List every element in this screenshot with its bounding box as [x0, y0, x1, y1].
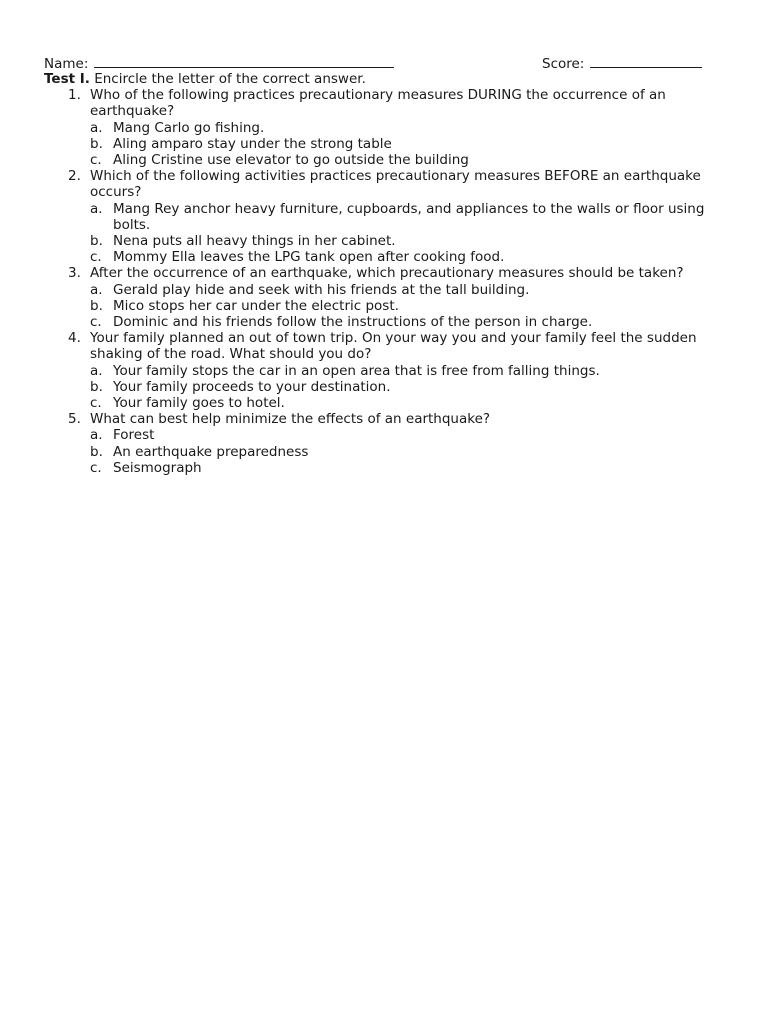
option-c[interactable] [90, 314, 724, 330]
question-number: 3. [68, 265, 81, 282]
option-letter[interactable]: c. [90, 314, 102, 331]
name-blank-line[interactable] [94, 54, 394, 68]
option-letter[interactable]: b. [90, 443, 103, 460]
question-number: 1. [68, 87, 81, 104]
option-text: Mang Carlo go fishing. [113, 119, 265, 136]
option-letter[interactable]: c. [90, 395, 102, 412]
question-text: Who of the following practices precautionary measures DURING the occurrence of an earthquake? [90, 87, 666, 120]
option-letter[interactable]: b. [90, 378, 103, 395]
option-letter[interactable]: a. [90, 119, 103, 136]
option-text: Nena puts all heavy things in her cabinet. [113, 233, 396, 250]
option-list [90, 201, 724, 266]
option-letter[interactable]: b. [90, 297, 103, 314]
option-list [90, 363, 724, 412]
score-label: Score: [542, 56, 585, 72]
option-text: Aling Cristine use elevator to go outside the building [113, 152, 469, 169]
option-b[interactable] [90, 298, 724, 314]
option-text: Dominic and his friends follow the instructions of the person in charge. [113, 314, 593, 331]
test-instruction: Encircle the letter of the correct answer. [94, 71, 366, 87]
option-c[interactable] [90, 249, 724, 265]
option-letter[interactable]: a. [90, 200, 103, 217]
option-c[interactable] [90, 152, 724, 168]
question-text: Your family planned an out of town trip. On your way you and your family feel the sudden shaking of the road. What should you do? [90, 330, 697, 363]
option-b[interactable] [90, 379, 724, 395]
score-blank-line[interactable] [590, 54, 702, 68]
option-text: Seismograph [113, 459, 202, 476]
option-letter[interactable]: c. [90, 459, 102, 476]
question-list [44, 87, 724, 476]
option-b[interactable] [90, 136, 724, 152]
question-number: 4. [68, 330, 81, 347]
option-letter[interactable]: a. [90, 281, 103, 298]
option-c[interactable] [90, 460, 724, 476]
question-3 [44, 265, 724, 330]
option-a[interactable] [90, 427, 724, 443]
option-letter[interactable]: c. [90, 249, 102, 266]
option-a[interactable] [90, 120, 724, 136]
option-letter[interactable]: a. [90, 427, 103, 444]
question-4 [44, 330, 724, 411]
question-text: After the occurrence of an earthquake, which precautionary measures should be taken? [90, 265, 684, 282]
option-list [90, 427, 724, 476]
option-letter[interactable]: b. [90, 233, 103, 250]
question-number: 5. [68, 411, 81, 428]
question-5 [44, 411, 724, 476]
option-text: Your family proceeds to your destination. [113, 378, 391, 395]
header [44, 54, 710, 72]
option-text: Mico stops her car under the electric post. [113, 297, 399, 314]
option-text: Your family stops the car in an open area that is free from falling things. [113, 362, 600, 379]
option-text: Gerald play hide and seek with his friends at the tall building. [113, 281, 530, 298]
option-a[interactable] [90, 282, 724, 298]
option-list [90, 282, 724, 331]
option-letter[interactable]: b. [90, 135, 103, 152]
option-text: An earthquake preparedness [113, 443, 309, 460]
option-list [90, 120, 724, 169]
option-letter[interactable]: c. [90, 152, 102, 169]
option-text: Aling amparo stay under the strong table [113, 135, 392, 152]
option-text: Mommy Ella leaves the LPG tank open after cooking food. [113, 249, 505, 266]
question-2 [44, 168, 724, 265]
question-text: What can best help minimize the effects of an earthquake? [90, 411, 491, 428]
question-1 [44, 87, 724, 168]
option-text: Your family goes to hotel. [113, 395, 285, 412]
option-c[interactable] [90, 395, 724, 411]
option-a[interactable] [90, 363, 724, 379]
test-heading [44, 71, 724, 87]
option-b[interactable] [90, 233, 724, 249]
option-b[interactable] [90, 444, 724, 460]
option-a[interactable] [90, 201, 724, 233]
test-label: Test I. [44, 71, 90, 87]
test-content [44, 71, 724, 476]
option-letter[interactable]: a. [90, 362, 103, 379]
option-text: Forest [113, 427, 155, 444]
question-number: 2. [68, 168, 81, 185]
name-label: Name: [44, 56, 89, 72]
option-text: Mang Rey anchor heavy furniture, cupboards, and appliances to the walls or floor using bolts. [113, 200, 705, 233]
question-text: Which of the following activities practices precautionary measures BEFORE an earthquake occurs? [90, 168, 701, 201]
